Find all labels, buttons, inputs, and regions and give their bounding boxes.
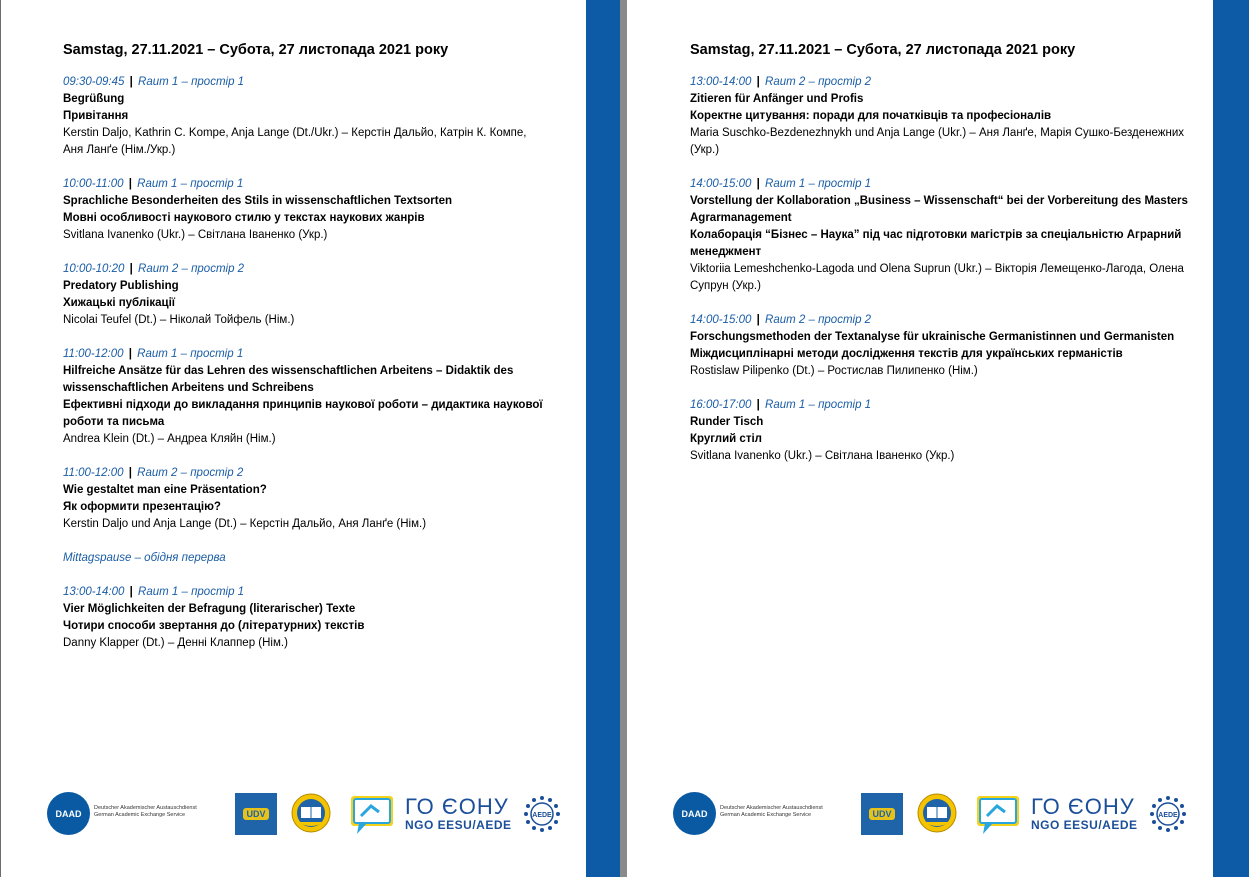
page-right (627, 0, 1249, 877)
daad-logo: DAAD (47, 792, 90, 835)
session-time-room (690, 74, 1190, 91)
session-time-room (63, 584, 543, 601)
session-speakers: Viktoriia Lemeshchenko-Lagoda und Olena Suprun (Ukr.) – Вікторія Лемещенко-Лагода, Олена Супрун (Укр.) (690, 263, 1184, 292)
session-item (63, 465, 543, 533)
separator: | (128, 467, 132, 479)
ngo-name: ГО ЄОНУ (405, 794, 509, 819)
session-item (690, 74, 1190, 159)
day-title: Samstag, 27.11.2021 – Субота, 27 листопада 2021 року (63, 42, 449, 58)
session-title-uk: Колаборація “Бізнес – Наука” під час підготовки магістрів за спеціальністю Аграрний менеджмент (690, 229, 1182, 258)
session-speakers: Svitlana Ivanenko (Ukr.) – Світлана Іваненко (Укр.) (63, 229, 328, 241)
session-item (63, 176, 543, 244)
ngo-bubble-icon (975, 794, 1021, 836)
session-room: Raum 2 – простір 2 (137, 467, 244, 479)
separator: | (129, 76, 133, 88)
daad-caption-de: Deutscher Akademischer Austauschdienst (720, 805, 823, 811)
separator: | (129, 586, 133, 598)
lunch-break: Mittagspause – обідня перерва (63, 552, 226, 564)
university-seal-icon (917, 793, 957, 833)
session-title-de: Forschungsmethoden der Textanalyse für ukrainische Germanistinnen und Germanisten (690, 331, 1175, 343)
session-time-room (63, 346, 543, 363)
side-bar-decoration (586, 0, 620, 877)
daad-caption (720, 805, 823, 819)
session-title-uk: Чотири способи звертання до (літературних) текстів (63, 620, 365, 632)
session-title-uk: Міждисциплінарні методи дослідження текстів для українських германістів (690, 348, 1123, 360)
session-item (63, 74, 543, 159)
session-item (63, 584, 543, 652)
session-item (690, 397, 1190, 465)
separator: | (128, 348, 132, 360)
separator: | (756, 76, 760, 88)
logo-strip (673, 790, 1193, 840)
aede-stars-icon (523, 795, 561, 833)
session-room: Raum 1 – простір 1 (138, 76, 245, 88)
separator: | (129, 263, 133, 275)
aede-stars-icon (1149, 795, 1187, 833)
session-room: Raum 1 – простір 1 (137, 178, 244, 190)
session-title-uk: Ефективні підходи до викладання принципів наукової роботи – дидактика наукової роботи та письма (63, 399, 543, 428)
session-speakers: Danny Klapper (Dt.) – Денні Клаппер (Нім.) (63, 637, 288, 649)
session-title-uk: Мовні особливості наукового стилю у текстах наукових жанрів (63, 212, 425, 224)
session-time-room (63, 176, 543, 193)
ngo-abbrev: NGO EESU/AEDE (405, 818, 512, 832)
day-title: Samstag, 27.11.2021 – Субота, 27 листопада 2021 року (690, 42, 1076, 58)
session-title-de: Runder Tisch (690, 416, 764, 428)
ngo-abbrev: NGO EESU/AEDE (1031, 818, 1138, 832)
session-time: 14:00-15:00 (690, 314, 752, 326)
session-time: 16:00-17:00 (690, 399, 752, 411)
separator: | (756, 178, 760, 190)
session-room: Raum 2 – простір 2 (765, 314, 872, 326)
session-title-de: Begrüßung (63, 93, 125, 105)
session-speakers: Nicolai Teufel (Dt.) – Ніколай Тойфель (Нім.) (63, 314, 295, 326)
session-title-uk: Коректне цитування: поради для початківців та професіоналів (690, 110, 1052, 122)
session-item (690, 312, 1190, 380)
session-time: 14:00-15:00 (690, 178, 752, 190)
session-room: Raum 1 – простір 1 (765, 399, 872, 411)
separator: | (756, 314, 760, 326)
session-speakers: Svitlana Ivanenko (Ukr.) – Світлана Іваненко (Укр.) (690, 450, 955, 462)
side-bar-decoration (1213, 0, 1249, 877)
session-time-room (690, 312, 1190, 329)
udv-logo-text: UDV (869, 808, 894, 820)
session-time-room (63, 74, 543, 91)
session-title-uk: Привітання (63, 110, 129, 122)
session-time: 10:00-11:00 (63, 178, 124, 190)
session-speakers: Rostislaw Pilipenko (Dt.) – Ростислав Пилипенко (Нім.) (690, 365, 978, 377)
session-item (63, 346, 543, 448)
udv-logo (861, 793, 903, 835)
session-title-uk: Хижацькі публікації (63, 297, 176, 309)
session-time-room (690, 397, 1190, 414)
session-title-de: Vier Möglichkeiten der Befragung (literarischer) Texte (63, 603, 356, 615)
session-speakers: Kerstin Daljo und Anja Lange (Dt.) – Керстін Дальйо, Аня Ланґе (Нім.) (63, 518, 427, 530)
separator: | (128, 178, 132, 190)
logo-strip (47, 790, 567, 840)
session-title-de: Zitieren für Anfänger und Profis (690, 93, 864, 105)
session-title-de: Sprachliche Besonderheiten des Stils in wissenschaftlichen Textsorten (63, 195, 452, 207)
daad-caption (94, 805, 197, 819)
page-content (63, 42, 543, 669)
session-item (63, 261, 543, 329)
daad-caption-en: German Academic Exchange Service (720, 812, 812, 818)
separator: | (756, 399, 760, 411)
session-item (690, 176, 1190, 295)
session-title-de: Predatory Publishing (63, 280, 179, 292)
session-time: 13:00-14:00 (63, 586, 128, 598)
session-room: Raum 1 – простір 1 (137, 348, 244, 360)
aede-text: AEDE (532, 812, 552, 819)
session-room: Raum 2 – простір 2 (138, 263, 245, 275)
session-time: 13:00-14:00 (690, 76, 752, 88)
daad-caption-en: German Academic Exchange Service (94, 812, 186, 818)
session-speakers: Andrea Klein (Dt.) – Андреа Кляйн (Нім.) (63, 433, 276, 445)
session-title-uk: Як оформити презентацію? (63, 501, 221, 513)
session-title-de: Vorstellung der Kollaboration „Business – Wissenschaft“ bei der Vorbereitung des Masters Agrarmanagement (690, 195, 1188, 224)
session-time: 11:00-12:00 (63, 467, 124, 479)
udv-logo (235, 793, 277, 835)
session-room: Raum 1 – простір 1 (765, 178, 872, 190)
session-time: 10:00-10:20 (63, 263, 125, 275)
university-seal-icon (291, 793, 331, 833)
session-time: 11:00-12:00 (63, 348, 124, 360)
aede-text: AEDE (1158, 812, 1178, 819)
page-left (0, 0, 620, 877)
session-room: Raum 2 – простір 2 (765, 76, 872, 88)
session-speakers: Kerstin Daljo, Kathrin C. Kompe, Anja Lange (Dt./Ukr.) – Керстін Дальйо, Катрін К. Компе, Аня Ланґе (Нім./Укр.) (63, 127, 527, 156)
daad-caption-de: Deutscher Akademischer Austauschdienst (94, 805, 197, 811)
ngo-logo-text (405, 796, 512, 832)
session-title-uk: Круглий стіл (690, 433, 762, 445)
ngo-logo-text (1031, 796, 1138, 832)
udv-logo-text: UDV (243, 808, 268, 820)
ngo-name: ГО ЄОНУ (1031, 794, 1135, 819)
session-title-de: Hilfreiche Ansätze für das Lehren des wissenschaftlichen Arbeitens – Didaktik des wissenschaftlichen Arbeitens und Schreibens (63, 365, 514, 394)
session-time-room (690, 176, 1190, 193)
session-title-de: Wie gestaltet man eine Präsentation? (63, 484, 267, 496)
page-content (690, 42, 1190, 482)
session-time: 09:30-09:45 (63, 76, 125, 88)
session-room: Raum 1 – простір 1 (138, 586, 245, 598)
session-time-room (63, 261, 543, 278)
daad-logo: DAAD (673, 792, 716, 835)
session-speakers: Maria Suschko-Bezdenezhnykh und Anja Lange (Ukr.) – Аня Ланґе, Марія Сушко-Безденежних (Укр.) (690, 127, 1184, 156)
session-time-room (63, 465, 543, 482)
ngo-bubble-icon (349, 794, 395, 836)
